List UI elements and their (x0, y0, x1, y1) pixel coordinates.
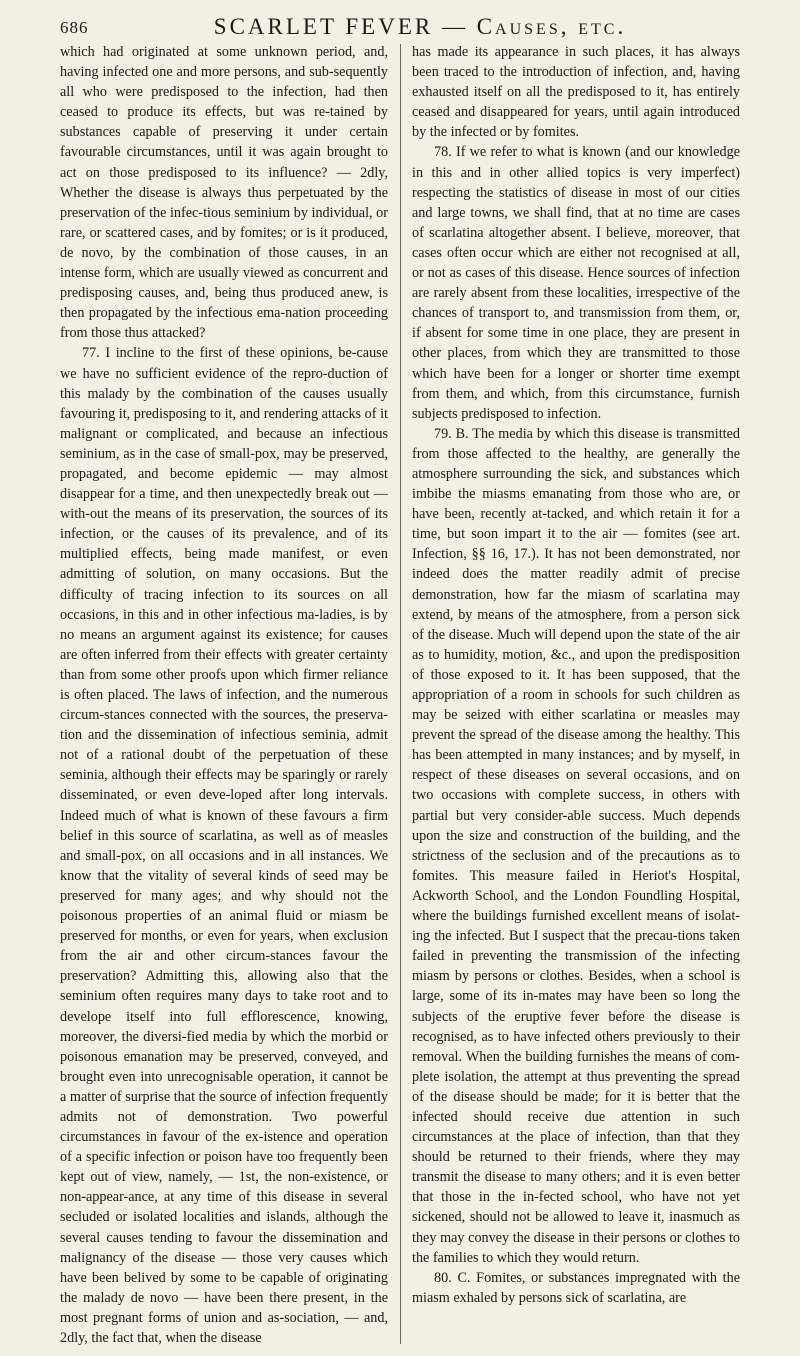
left-paragraph-2: 77. I incline to the first of these opinions, be-cause we have no sufficient evidence of the repro-duction of this malady by the combination of the causes usually favouring it, predisposing to it, and rendering attacks of it malignant or complicated, and because an infectious seminium, as in the case of small-pox, may be preserved, propagated, and become epidemic — may almost disappear for a time, and then unexpectedly break out — with-out the means of its preservation, the sources of its infection, or the causes of its prevalence, and of its multiplied effects, being made manifest, or even admitting of solution, on many occasions. But the difficulty of tracing infection to its sources on all occasions, in this and in other infectious ma-ladies, is by no means an argument against its existence; for causes are often inferred from their effects with greater certainty than from some other proofs upon which firmer reliance is often placed. The laws of infection, and the numerous circum-stances connected with the sources, the preserva-tion and the dissemination of infectious seminia, admit not of a rational doubt of the perpetuation of these seminia, although their effects may be sparingly or rarely disseminated, or even deve-loped after long intervals. Indeed much of what is known of these favours a firm belief in this source of scarlatina, as well as of measles and small-pox, on all occasions and in all instances. We know that the vitality of several kinds of seed may be preserved for many ages; and why should not the poisonous properties of an animal fluid or miasm be preserved for months, or even for years, when exclusion from the air and other circum-stances favour the preservation? Admitting this, allowing also that the seminium often requires many days to take root and to develope itself into full efflorescence, knowing, moreover, the diversi-fied media by which the morbid or poisonous emanation may be preserved, conveyed, and brought even into unrecognisable operation, it cannot be a matter of surprise that the source of infection frequently admits not of demonstration. Two powerful circumstances in favour of the ex-istence and operation of a specific infection or poison have too frequently been kept out of view, namely, — 1st, the non-existence, or non-appear-ance, at any time of this disease in several secluded or isolated localities and islands, although the several causes tending to favour the dissemination and malignancy of the disease — those very causes which have been belived by some to be capable of originating the malady de novo — have been there present, in the most pregnant forms of union and as-sociation, — and, 2dly, the fact that, when the disease (60, 345, 388, 1346)
left-paragraph-1: which had originated at some unknown period, and, having infected one and more persons, and sub-sequently all who were predisposed to the infection, had then ceased to produce its effects, but was re-tained by substances capable of preserving it under certain favourable circumstances, until it was again brought to act on those predisposed to its influence? — 2dly, Whether the disease is always thus perpetuated by the preservation of the infec-tious seminium by individual, or rare, or scattered cases, and by fomites; or is it produced, de novo, by the combination of those causes, in an intense form, which are usually viewed as concurrent and predisposing causes, and, being thus produced anew, is then propagated by the infectious ema-nation proceeding from those thus attacked? (60, 44, 388, 342)
running-head: SCARLET FEVER — Causes, etc. (213, 14, 627, 39)
right-column (412, 42, 740, 1308)
right-paragraph-2: 78. If we refer to what is known (and our knowledge in this and in other allied topics is very imperfect) respecting the statistics of disease in most of our cities and large towns, we shall find, that at no time are cases of scarlatina altogether absent. I believe, moreover, that cases often occur which are either not recognised at all, or not as cases of this disease. Hence sources of infection are rarely absent from these localities, irrespective of the chances of transport to, and transmission from them, or, if absent for some time in one place, they are present in other places, from which they are transmitted to those which have been for a longer or shorter time exempt from them, and which, from this circumstance, furnish subjects predisposed to infection. (412, 144, 740, 422)
column-divider (400, 44, 401, 1344)
right-paragraph-3: 79. B. The media by which this disease is transmitted from those affected to the healthy, are generally the atmosphere surrounding the sick, and substances which imbibe the miasms emanating from those who are, or have been, recently at-tacked, and which retain it for a time, but soon impart it to the air — fomites (see art. Infection, §§ 16, 17.). It has not been demonstrated, nor indeed does the matter readily admit of precise demonstration, how far the miasm of scarlatina may extend, by means of the atmosphere, from a person sick of the disease. Much will depend upon the state of the air as to humidity, motion, &c., and upon the predisposition of those exposed to it. It has been supposed, that the appropriation of a room in schools for such children as may be seized with either scarlatina or measles may prevent the spread of the disease among the healthy. This has been attempted in many instances; and by myself, in respect of these diseases on several occasions, and on two occasions with complete success, in others with partial but very consider-able success. Much depends upon the size and construction of the building, and the strictness of the seclusion and of the precautions as to fomites. This measure failed in Heriot's Hospital, Ackworth School, and the London Foundling Hospital, where the buildings furnished excellent means of isolat-ing the infected. But I suspect that the precau-tions taken failed in preventing the transmission of the infecting miasm by persons or clothes. Besides, when a school is large, some of its in-mates may have been so long the subjects of the eruptive fever before the disease is recognised, as to have infected others previously to their removal. When the building furnishes the means of com-plete isolation, the attempt at thus preventing the spread of the disease should be made; for it is better that the infected should receive due attention in such circumstances at the place of infection, than that they should be returned to their friends, where they may transmit the disease to many others; and it is even better that those in the in-fected school, who have not yet sickened, should not be allowed to leave it, inasmuch as they may convey the disease in their persons or clothes to the families to which they would return. (412, 425, 740, 1266)
right-paragraph-1: has made its appearance in such places, it has always been traced to the introduction of infection, and, having exhausted itself on all the predisposed to it, has entirely ceased and disappeared for years, until again introduced by the infected or by fomites. (412, 44, 740, 141)
page-header (60, 14, 780, 44)
page-number: 686 (60, 18, 89, 37)
left-column (60, 42, 388, 1348)
right-paragraph-4: 80. C. Fomites, or substances impregnated with the miasm exhaled by persons sick of scarlatina, are (412, 1269, 740, 1306)
